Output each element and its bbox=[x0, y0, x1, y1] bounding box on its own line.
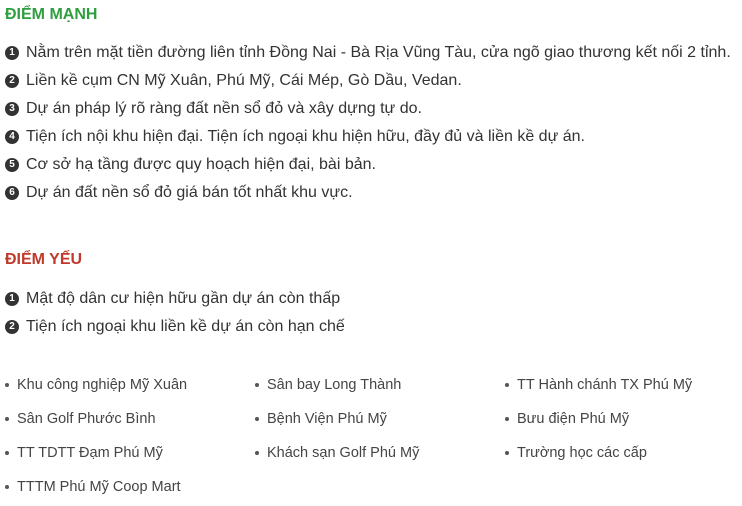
amenity-label: TT TDTT Đạm Phú Mỹ bbox=[17, 445, 163, 461]
bullet-icon bbox=[5, 383, 9, 387]
number-1-icon: 1 bbox=[5, 46, 19, 60]
bullet-icon bbox=[255, 383, 259, 387]
bullet-icon bbox=[505, 417, 509, 421]
amenity-label: Bệnh Viện Phú Mỹ bbox=[267, 411, 387, 427]
amenity-label: TT Hành chánh TX Phú Mỹ bbox=[517, 377, 693, 393]
amenity-label: Khu công nghiệp Mỹ Xuân bbox=[17, 377, 188, 393]
strengths-list bbox=[5, 39, 738, 207]
list-item bbox=[5, 39, 738, 67]
amenity-item bbox=[505, 438, 742, 472]
number-3-icon: 3 bbox=[5, 102, 19, 116]
bullet-icon bbox=[5, 451, 9, 455]
strength-text: Liền kề cụm CN Mỹ Xuân, Phú Mỹ, Cái Mép, Gò Dầu, Vedan. bbox=[26, 72, 462, 89]
strengths-heading: ĐIỂM MẠNH bbox=[5, 6, 98, 23]
number-1-icon: 1 bbox=[5, 292, 19, 306]
number-2-icon: 2 bbox=[5, 74, 19, 88]
number-6-icon: 6 bbox=[5, 186, 19, 200]
amenity-item bbox=[255, 370, 505, 404]
weaknesses-heading: ĐIỂM YẾU bbox=[5, 251, 83, 268]
bullet-icon bbox=[505, 383, 509, 387]
bullet-icon bbox=[255, 417, 259, 421]
amenity-item bbox=[505, 404, 742, 438]
amenity-label: Sân Golf Phước Bình bbox=[17, 411, 156, 427]
strength-text: Tiện ích nội khu hiện đại. Tiện ích ngoại khu hiện hữu, đầy đủ và liền kề dự án. bbox=[26, 128, 585, 145]
amenity-label: TTTM Phú Mỹ Coop Mart bbox=[17, 479, 181, 495]
strength-text: Dự án đất nền sổ đỏ giá bán tốt nhất khu vực. bbox=[26, 184, 353, 201]
strength-text: Cơ sở hạ tầng được quy hoạch hiện đại, bài bản. bbox=[26, 156, 376, 173]
list-item bbox=[5, 285, 738, 313]
amenity-label: Sân bay Long Thành bbox=[267, 377, 402, 393]
amenity-item bbox=[255, 404, 505, 438]
amenity-label: Trường học các cấp bbox=[517, 445, 647, 461]
list-item bbox=[5, 179, 738, 207]
weakness-text: Mật độ dân cư hiện hữu gần dự án còn thấp bbox=[26, 290, 341, 307]
amenity-item bbox=[5, 438, 255, 472]
weakness-text: Tiện ích ngoại khu liền kề dự án còn hạn chế bbox=[26, 318, 345, 335]
bullet-icon bbox=[505, 451, 509, 455]
weaknesses-list bbox=[5, 285, 738, 341]
strength-text: Nằm trên mặt tiền đường liên tỉnh Đồng Nai - Bà Rịa Vũng Tàu, cửa ngõ giao thương kết nối 2 tỉnh. bbox=[26, 44, 731, 61]
list-item bbox=[5, 151, 738, 179]
amenities-list bbox=[5, 370, 742, 506]
list-item bbox=[5, 95, 738, 123]
number-2-icon: 2 bbox=[5, 320, 19, 334]
list-item bbox=[5, 67, 738, 95]
amenity-item bbox=[505, 370, 742, 404]
bullet-icon bbox=[5, 485, 9, 489]
list-item bbox=[5, 123, 738, 151]
amenity-label: Khách sạn Golf Phú Mỹ bbox=[267, 445, 420, 461]
amenity-item bbox=[255, 438, 505, 472]
amenity-item bbox=[5, 472, 255, 506]
number-4-icon: 4 bbox=[5, 130, 19, 144]
strength-text: Dự án pháp lý rõ ràng đất nền sổ đỏ và xây dựng tự do. bbox=[26, 100, 422, 117]
bullet-icon bbox=[255, 451, 259, 455]
number-5-icon: 5 bbox=[5, 158, 19, 172]
bullet-icon bbox=[5, 417, 9, 421]
list-item bbox=[5, 313, 738, 341]
amenity-label: Bưu điện Phú Mỹ bbox=[517, 411, 630, 427]
amenity-item bbox=[5, 370, 255, 404]
amenity-item bbox=[5, 404, 255, 438]
